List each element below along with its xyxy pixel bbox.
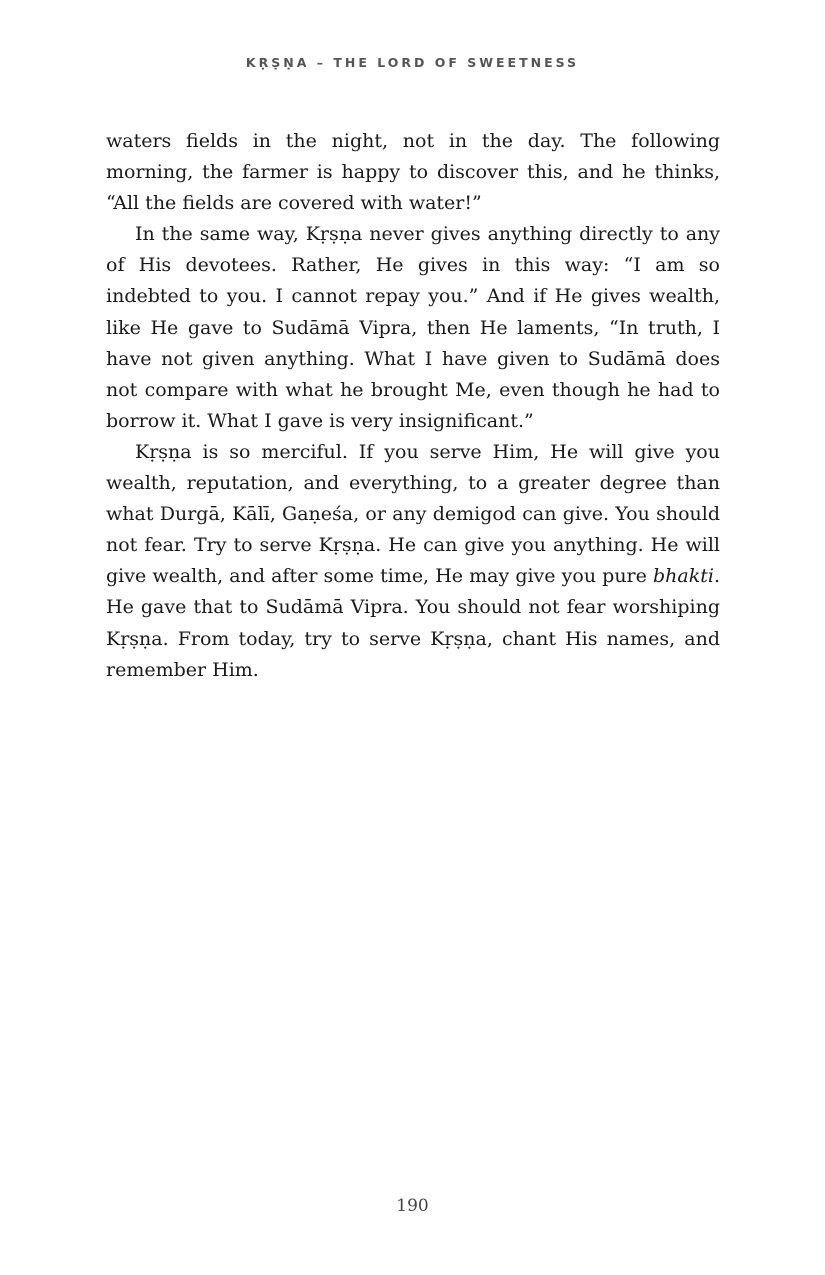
paragraph xyxy=(106,437,720,686)
italic-term: bhakti xyxy=(653,565,714,588)
paragraph-text: . He gave that to Sudāmā Vipra. You should not fear worshiping Kṛṣṇa. From today, try to serve Kṛṣṇa, chant His names, and remember Him. xyxy=(106,565,720,681)
paragraph-text: Kṛṣṇa is so merciful. If you serve Him, He will give you wealth, reputation, and everything, to a greater degree than what Durgā, Kālī, Gaṇeśa, or any demigod can give. You should not fear. Try to serve Kṛṣṇa. He can give you anything. He will give wealth, and after some time, He may give you pure xyxy=(106,440,720,588)
body-text xyxy=(106,126,720,686)
paragraph: waters fields in the night, not in the day. The following morning, the farmer is happy to discover this, and he thinks, “All the fields are covered with water!” xyxy=(106,130,720,215)
paragraph: In the same way, Kṛṣṇa never gives anything directly to any of His devotees. Rather, He gives in this way: “I am so indebted to you. I cannot repay you.” And if He gives wealth, like He gave to Sudāmā Vipra, then He laments, “In truth, I have not given anything. What I have given to Sudāmā does not compare with what he brought Me, even though he had to borrow it. What I gave is very insignificant.” xyxy=(106,223,720,432)
running-header: KṚṢṆA – THE LORD OF SWEETNESS xyxy=(245,55,580,70)
page-number: 190 xyxy=(396,1196,429,1216)
